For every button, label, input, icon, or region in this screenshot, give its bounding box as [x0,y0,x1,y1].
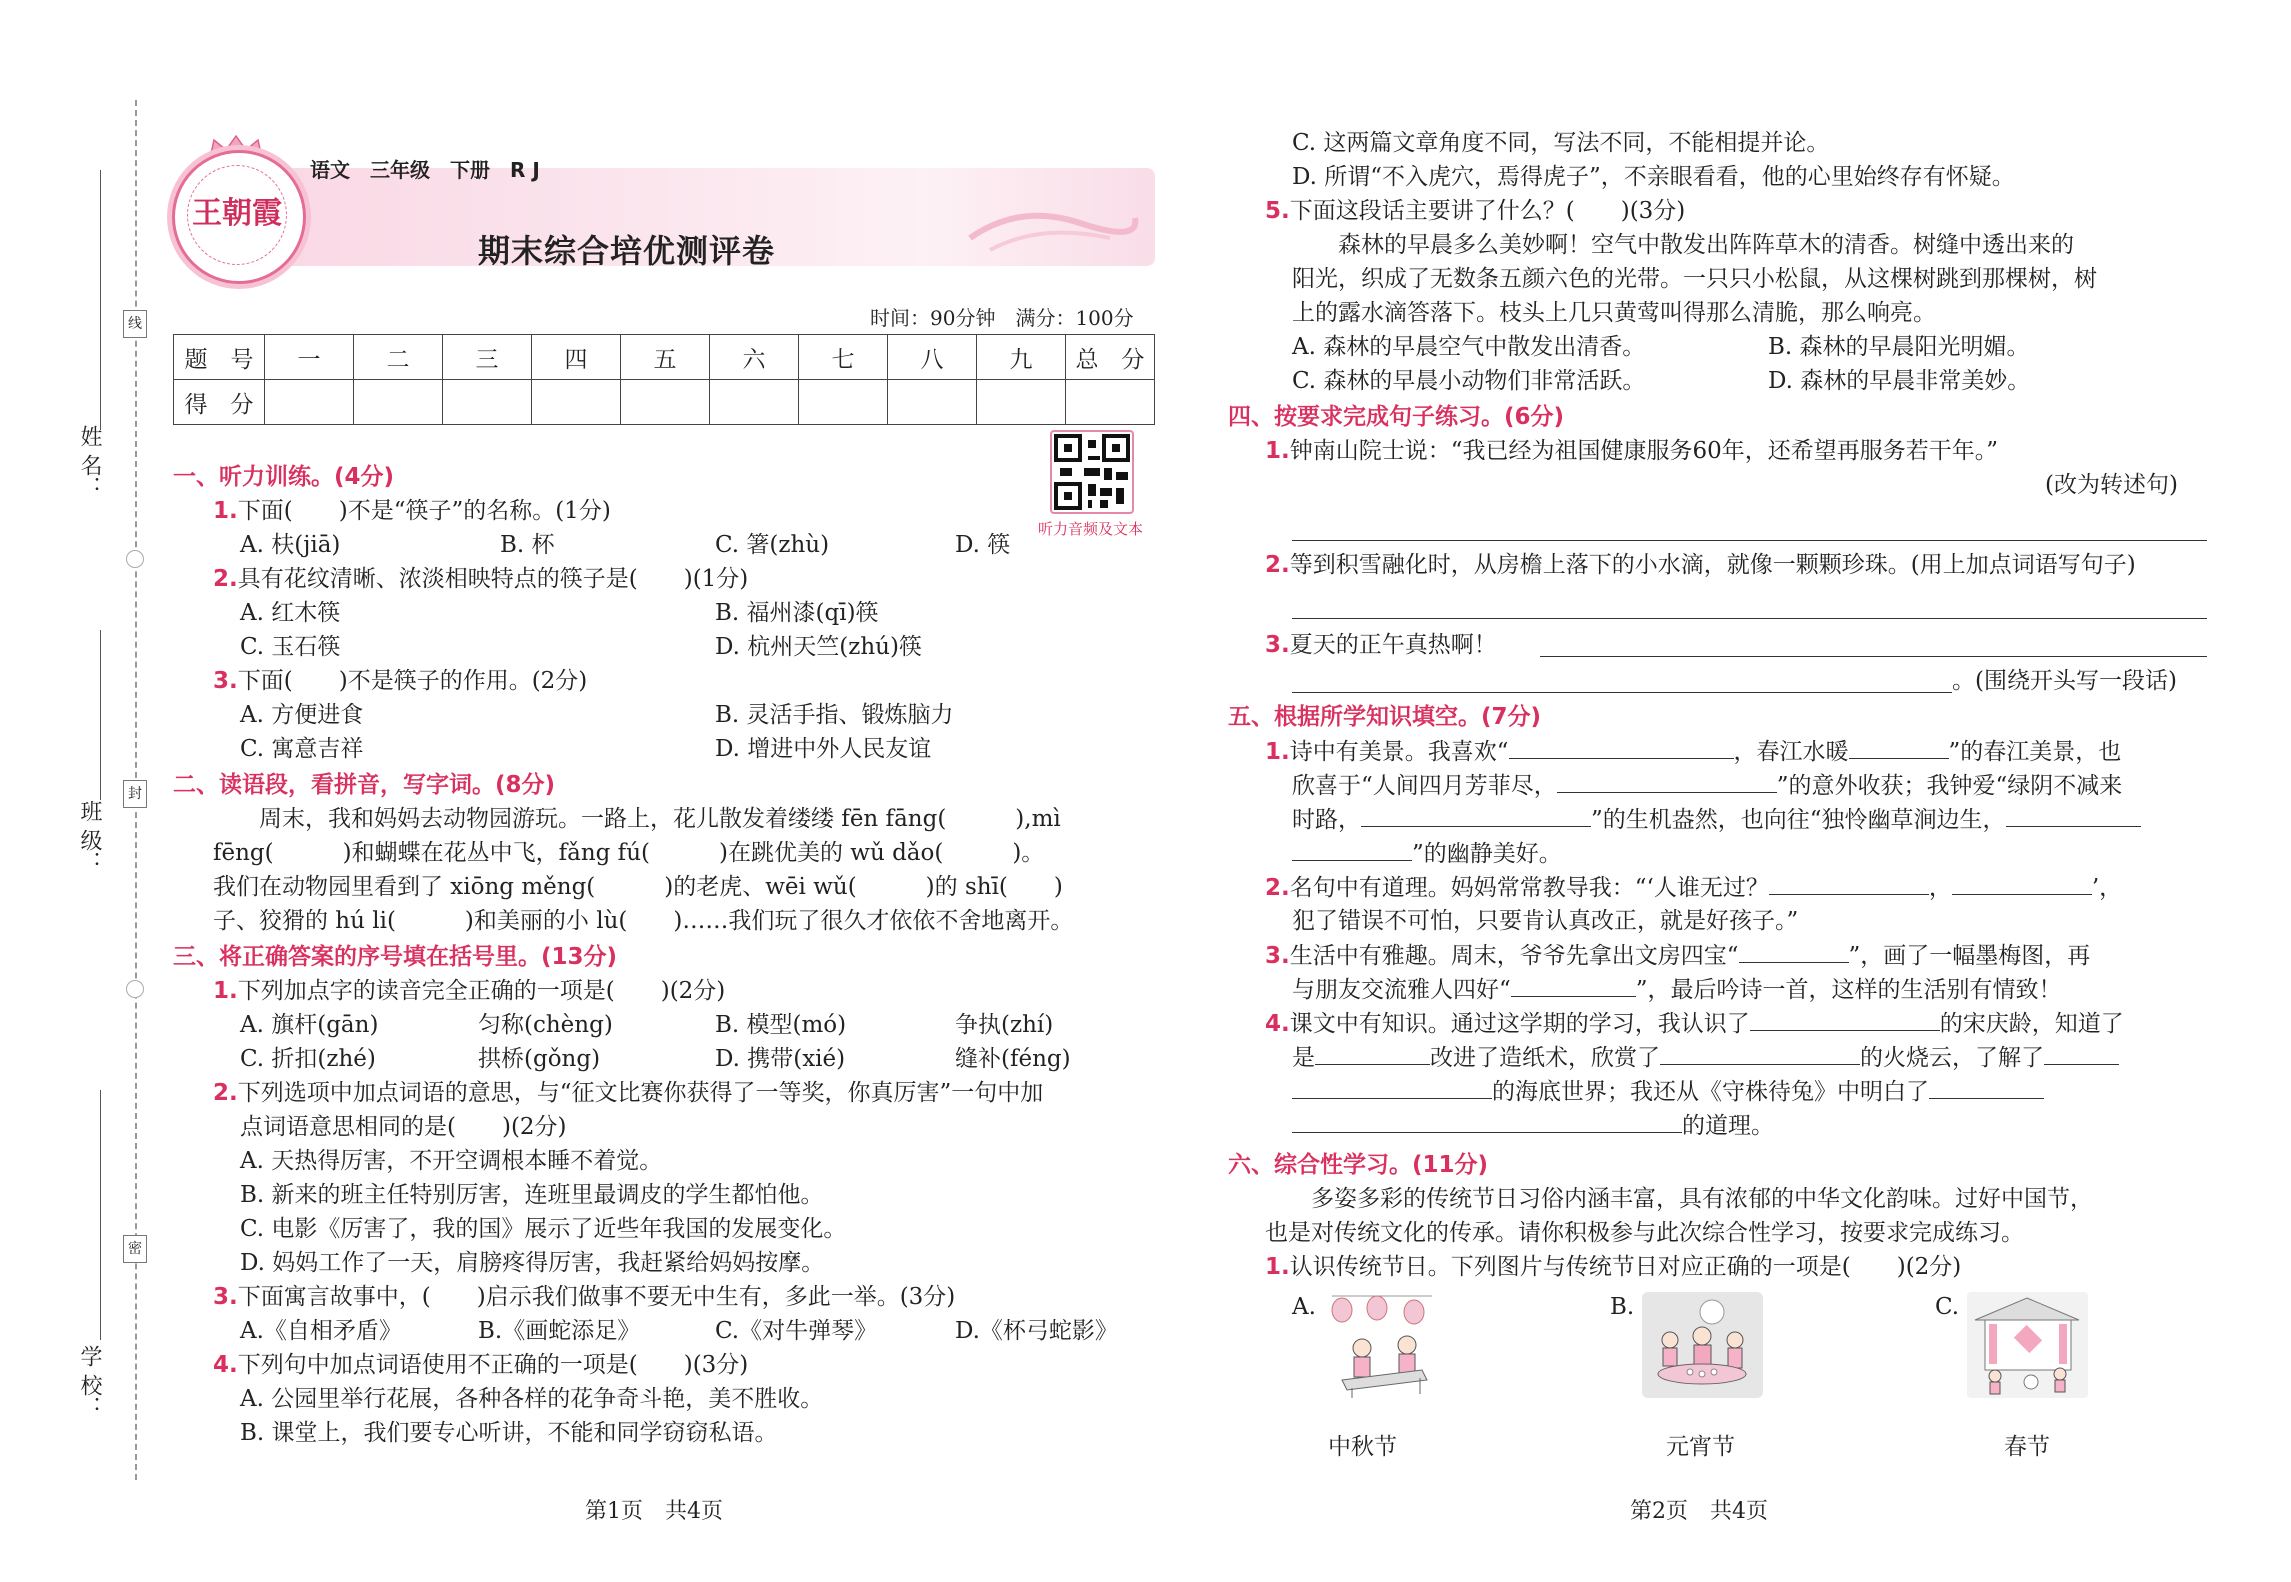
option[interactable]: C. 寓意吉祥 [240,736,364,762]
score-cell: 五 [621,335,710,380]
class-label: 班 级： [77,800,102,873]
option[interactable]: D. 森林的早晨非常美妙。 [1768,368,2031,394]
option-word: 缝补(féng) [955,1046,1071,1072]
fill-blank[interactable] [1849,736,1949,759]
option[interactable]: B.《画蛇添足》 [478,1318,641,1344]
question-number: 1. [213,978,238,1004]
question-5-4-line3 [1292,1076,2044,1107]
qr-code-icon [1052,432,1132,512]
question-text: 认识传统节日。下列图片与传统节日对应正确的一项是( )(2分) [1289,1254,1962,1280]
score-input-cell[interactable] [1066,380,1155,425]
question-text: 是 [1292,1045,1315,1071]
question-text: 钟南山院士说：“我已经为祖国健康服务60年，还希望再服务若干年。” [1289,438,1999,464]
question-5-1-line4 [1292,838,1562,869]
question-6-1 [1265,1252,1961,1282]
festival-caption-a: 中秋节 [1328,1434,1397,1460]
option[interactable]: D. 所谓“不入虎穴，焉得虎子”，不亲眼看看，他的心里始终存有怀疑。 [1292,164,2015,190]
score-table-header-row [174,335,1155,380]
question-3-2 [213,1078,1043,1108]
name-label: 姓 名： [77,425,102,498]
option[interactable]: B. 杯 [500,532,555,558]
bind-mark-secret: 密 [123,1235,147,1263]
time-info: 时间：90分钟 满分：100分 [870,306,1134,330]
question-5-4-line4 [1292,1110,1774,1141]
score-table-score-row [174,380,1155,425]
section-5-title: 五、根据所学知识填空。(7分) [1228,704,1542,730]
option[interactable]: C. 这两篇文章角度不同，写法不同，不能相提并论。 [1292,130,1830,156]
option[interactable]: C. 玉石筷 [240,634,341,660]
option-word: 匀称(chèng) [478,1012,613,1038]
passage-line: 阳光，织成了无数条五颜六色的光带。一只只小松鼠，从这棵树跳到那棵树，树 [1292,266,2097,292]
section-6-title: 六、综合性学习。(11分) [1228,1152,1489,1178]
option[interactable]: B. 森林的早晨阳光明媚。 [1768,334,2030,360]
festival-caption-b: 元宵节 [1666,1434,1735,1460]
option-label[interactable]: A. [1292,1294,1316,1320]
fill-blank[interactable] [1952,872,2092,895]
question-5-2 [1265,872,2122,903]
question-text: 下面( )不是筷子的作用。(2分) [237,668,588,694]
question-5-3 [1265,940,2090,971]
question-text: 下面这段话主要讲了什么？( )(3分) [1289,198,1686,224]
qr-caption: 听力音频及文本 [1038,520,1144,538]
question-text: 夏天的正午真热啊！ [1289,632,1497,658]
fill-blank[interactable] [1315,1042,1430,1065]
option-label[interactable]: C. [1935,1294,1960,1320]
name-input-line[interactable] [100,170,101,430]
school-input-line[interactable] [100,1090,101,1340]
score-cell: 七 [799,335,888,380]
score-cell: 总 分 [1066,335,1155,380]
question-number: 3. [213,1284,238,1310]
question-number: 3. [1265,632,1290,658]
option[interactable]: A. 公园里举行花展，各种各样的花争奇斗艳，美不胜收。 [240,1386,824,1412]
option[interactable]: D. 筷 [955,532,1011,558]
fill-blank[interactable] [1769,872,1929,895]
question-text: 欣喜于“人间四月芳菲尽， [1292,773,1557,799]
question-number: 2. [1265,552,1290,578]
question-text: ”，画了一幅墨梅图，再 [1848,943,2091,969]
question-text: 的海底世界；我还从《守株待兔》中明白了 [1492,1079,1929,1105]
question-text: 具有花纹清晰、浓淡相映特点的筷子是( )(1分) [237,566,749,592]
question-text: 的宋庆龄，知道了 [1939,1011,2124,1037]
brand-seal-logo [172,150,306,284]
passage-line: 子、狡猾的 hú li( )和美丽的小 lù( )……我们玩了很久才依依不舍地离开。 [213,908,1074,934]
question-text: 下面寓言故事中，( )启示我们做事不要无中生有，多此一举。(3分) [237,1284,956,1310]
option[interactable]: A. 方便进食 [240,702,364,728]
question-number: 1. [1265,739,1290,765]
passage-line: 森林的早晨多么美妙啊！空气中散发出阵阵草木的清香。树缝中透出来的 [1292,232,2074,258]
question-text: 下列加点字的读音完全正确的一项是( )(2分) [237,978,726,1004]
question-text: 时路， [1292,807,1361,833]
question-text: 下列选项中加点词语的意思，与“征文比赛你获得了一等奖，你真厉害”一句中加 [237,1080,1044,1106]
question-3-5 [1265,196,1685,226]
fill-blank[interactable] [1511,974,1636,997]
passage-line: 我们在动物园里看到了 xiōng měng( )的老虎、wēi wǔ( )的 shī( ) [213,874,1063,900]
question-number: 4. [1265,1011,1290,1037]
question-text: 的火烧云，了解了 [1860,1045,2044,1071]
answer-line[interactable] [1540,656,2207,657]
question-number: 2. [1265,875,1290,901]
option[interactable]: A. 旗杆(gān) [240,1012,379,1038]
question-text: ”的生机盎然，也向往“独怜幽草涧边生， [1591,807,2006,833]
cloud-swirl-decoration [960,198,1140,258]
festival-image-c[interactable] [1965,1290,2090,1400]
option-word: 拱桥(gǒng) [478,1046,601,1072]
fill-blank[interactable] [1557,770,1777,793]
question-text: 与朋友交流雅人四好“ [1292,977,1511,1003]
score-input-cell[interactable] [799,380,888,425]
option[interactable]: B. 课堂上，我们要专心听讲，不能和同学窃窃私语。 [240,1420,778,1446]
question-5-4-line2 [1292,1042,2119,1073]
option-word: 争执(zhí) [955,1012,1054,1038]
option[interactable]: D. 妈妈工作了一天，肩膀疼得厉害，我赶紧给妈妈按摩。 [240,1250,825,1276]
score-input-cell[interactable] [354,380,443,425]
passage-line: 上的露水滴答落下。枝头上几只黄莺叫得那么清脆，那么响亮。 [1292,300,1936,326]
score-input-cell[interactable] [710,380,799,425]
score-input-cell[interactable] [265,380,354,425]
question-text: 诗中有美景。我喜欢“ [1289,739,1509,765]
fill-blank[interactable] [2006,804,2141,827]
score-table [173,334,1155,425]
score-cell: 九 [977,335,1066,380]
question-text: 课文中有知识。通过这学期的学习，我认识了 [1289,1011,1750,1037]
festival-image-b[interactable] [1640,1290,1765,1400]
option[interactable]: B. 福州漆(qī)筷 [715,600,879,626]
question-text: ”，最后吟诗一首，这样的生活别有情致！ [1635,977,2062,1003]
option[interactable]: D. 杭州天竺(zhú)筷 [715,634,922,660]
question-4-3 [1265,630,1497,660]
fill-blank[interactable] [1292,1076,1492,1099]
section-2-title: 二、读语段，看拼音，写字词。(8分) [173,772,556,798]
option[interactable]: B. 灵活手指、锻炼脑力 [715,702,954,728]
option[interactable]: C. 箸(zhù) [715,532,830,558]
festival-caption-c: 春节 [2004,1434,2050,1460]
instruction: 。(围绕开头写一段话) [1952,668,2177,694]
answer-line[interactable] [1292,618,2207,619]
question-text: 的道理。 [1682,1113,1774,1139]
option[interactable]: B. 模型(mó) [715,1012,847,1038]
fill-blank[interactable] [1660,1042,1860,1065]
passage-line: 多姿多彩的传统节日习俗内涵丰富，具有浓郁的中华文化韵味。过好中国节， [1265,1186,2093,1212]
fill-blank[interactable] [1509,736,1734,759]
section-1-title: 一、听力训练。(4分) [173,464,395,490]
option[interactable]: A. 森林的早晨空气中散发出清香。 [1292,334,1646,360]
option-label[interactable]: B. [1610,1294,1635,1320]
question-1-1 [213,496,611,526]
question-text: ， [1928,875,1952,901]
option[interactable]: C.《对牛弹琴》 [715,1318,878,1344]
option[interactable]: A. 天热得厉害，不开空调根本睡不着觉。 [240,1148,663,1174]
page-number-right: 第2页 共4页 [1630,1499,1768,1524]
option[interactable]: D. 增进中外人民友谊 [715,736,932,762]
question-1-2 [213,564,748,594]
option[interactable]: C. 森林的早晨小动物们非常活跃。 [1292,368,1646,394]
school-label: 学 校： [77,1345,102,1418]
question-number: 2. [213,1080,238,1106]
question-number: 1. [1265,438,1290,464]
option[interactable]: C. 电影《厉害了，我的国》展示了近些年我国的发展变化。 [240,1216,847,1242]
question-text: 下列句中加点词语使用不正确的一项是( )(3分) [237,1352,749,1378]
question-5-2-line2: 犯了错误不可怕，只要肯认真改正，就是好孩子。” [1292,908,1799,934]
answer-line[interactable] [1292,540,2207,541]
fill-blank[interactable] [2044,1042,2119,1065]
fill-blank[interactable] [1292,1110,1682,1133]
question-text: 下面( )不是“筷子”的名称。(1分) [237,498,611,524]
section-3-title: 三、将正确答案的序号填在括号里。(13分) [173,944,618,970]
score-input-cell[interactable] [621,380,710,425]
binding-hole [126,550,144,568]
score-input-cell[interactable] [977,380,1066,425]
qr-code[interactable] [1050,430,1134,514]
score-cell: 四 [532,335,621,380]
question-text: 等到积雪融化时，从房檐上落下的小水滴，就像一颗颗珍珠。(用上加点词语写句子) [1289,552,2136,578]
question-5-1 [1265,736,2121,767]
question-3-1 [213,976,725,1006]
option[interactable]: A.《自相矛盾》 [240,1318,402,1344]
question-number: 3. [213,668,238,694]
question-text: ”的春江美景，也 [1948,739,2122,765]
question-5-4 [1265,1008,2124,1039]
question-5-1-line3 [1292,804,2141,835]
score-cell: 六 [710,335,799,380]
festival-image-a[interactable] [1322,1290,1442,1400]
fill-blank[interactable] [1929,1076,2044,1099]
question-4-1 [1265,436,1998,466]
question-text: ”的幽静美好。 [1412,841,1562,867]
question-text: ，春江水暖 [1733,739,1849,765]
section-4-title: 四、按要求完成句子练习。(6分) [1228,404,1565,430]
option[interactable]: D. 携带(xié) [715,1046,846,1072]
binding-hole [126,980,144,998]
question-text: 名句中有道理。妈妈常常教导我：“‘人谁无过？ [1289,875,1769,901]
option[interactable]: A. 枎(jiā) [240,532,341,558]
question-text: 改进了造纸术，欣赏了 [1430,1045,1660,1071]
fill-blank[interactable] [1750,1008,1940,1031]
page-number-left: 第1页 共4页 [585,1499,723,1524]
score-cell: 二 [354,335,443,380]
instruction: (改为转述句) [2045,472,2178,498]
score-input-cell[interactable] [532,380,621,425]
fill-blank[interactable] [1292,838,1412,861]
fill-blank[interactable] [1739,940,1849,963]
question-number: 5. [1265,198,1290,224]
subject-info: 语文 三年级 下册 R J [310,158,540,182]
question-text: ”的意外收获；我钟爱“绿阴不减来 [1776,773,2123,799]
option[interactable]: C. 折扣(zhé) [240,1046,376,1072]
bind-mark-line: 线 [123,310,147,338]
option[interactable]: A. 红木筷 [240,600,341,626]
question-text: ’， [2091,875,2123,901]
option[interactable]: D.《杯弓蛇影》 [955,1318,1118,1344]
question-number: 1. [213,498,238,524]
score-cell: 八 [888,335,977,380]
question-number: 2. [213,566,238,592]
score-input-cell[interactable] [443,380,532,425]
question-4-2 [1265,550,2136,580]
question-1-3 [213,666,587,696]
question-5-1-line2 [1292,770,2122,801]
score-input-cell[interactable] [888,380,977,425]
question-text-cont: 点词语意思相同的是( )(2分) [240,1114,567,1140]
question-3-3 [213,1282,955,1312]
bind-mark-seal: 封 [123,780,147,808]
fill-blank[interactable] [1361,804,1591,827]
question-3-4 [213,1350,748,1380]
question-number: 3. [1265,943,1290,969]
question-text: 生活中有雅趣。周末，爷爷先拿出文房四宝“ [1289,943,1739,969]
score-cell: 题 号 [174,335,265,380]
question-number: 4. [213,1352,238,1378]
passage-line: fēng( )和蝴蝶在花丛中飞，fǎng fú( )在跳优美的 wǔ dǎo( )。 [213,840,1045,866]
score-cell: 一 [265,335,354,380]
option[interactable]: B. 新来的班主任特别厉害，连班里最调皮的学生都怕他。 [240,1182,824,1208]
passage-line: 周末，我和妈妈去动物园游玩。一路上，花儿散发着缕缕 fēn fāng( ),mì [213,806,1061,832]
class-input-line[interactable] [100,630,101,800]
passage-line: 也是对传统文化的传承。请你积极参与此次综合性学习，按要求完成练习。 [1265,1220,2024,1246]
score-cell: 三 [443,335,532,380]
answer-line[interactable] [1292,692,1952,693]
question-5-3-line2 [1292,974,2062,1005]
score-cell: 得 分 [174,380,265,425]
brand-logo-text: 王朝霞 [187,165,287,265]
page-title: 期末综合培优测评卷 [478,232,776,270]
question-number: 1. [1265,1254,1290,1280]
